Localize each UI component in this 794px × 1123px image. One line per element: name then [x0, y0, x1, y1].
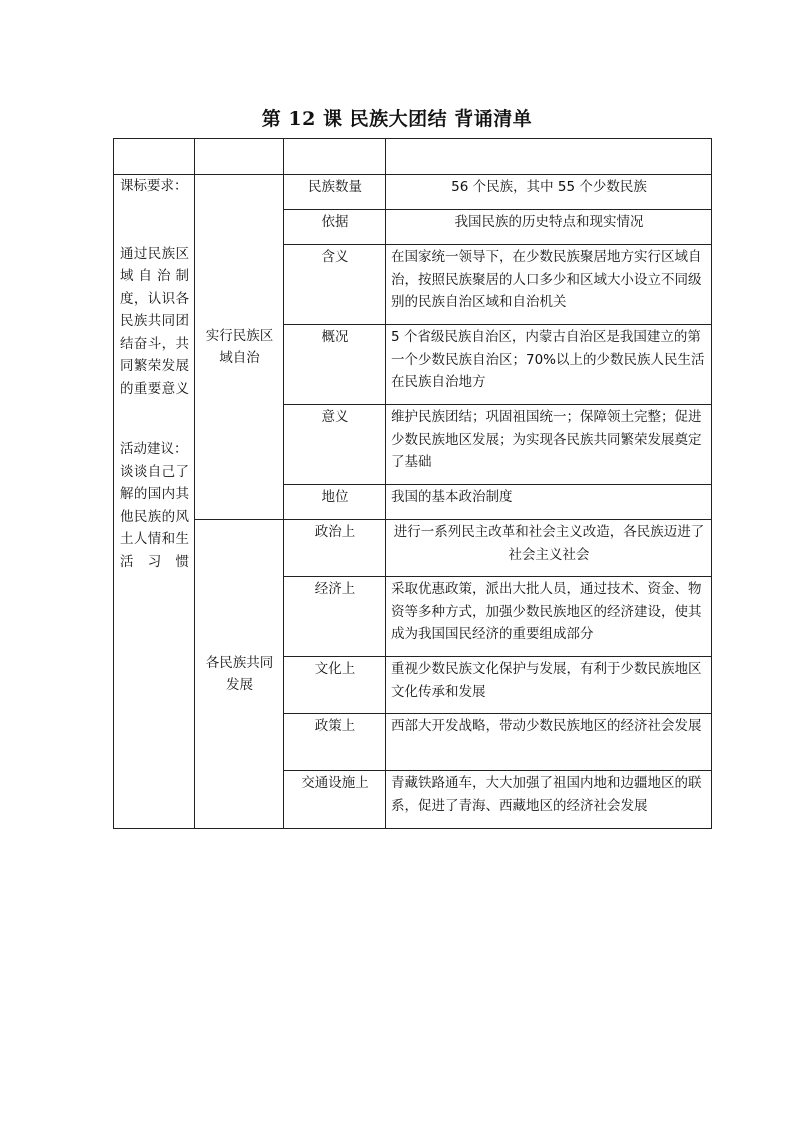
content-cell: 进行一系列民主改革和社会主义改造，各民族迈进了社会主义社会: [386, 520, 712, 577]
study-table: [113, 138, 712, 829]
content-cell: 5 个省级民族自治区，内蒙古自治区是我国建立的第一个少数民族自治区；70%以上的少数民族人民生活在民族自治地方: [386, 325, 712, 405]
content-cell: 56 个民族，其中 55 个少数民族: [386, 175, 712, 210]
empty-header-cell: [114, 139, 195, 175]
content-cell: 我国民族的历史特点和现实情况: [386, 210, 712, 245]
aspect-cell: 含义: [284, 245, 386, 325]
aspect-cell: 依据: [284, 210, 386, 245]
table-row: [114, 175, 712, 210]
document-title: 第 12 课 民族大团结 背诵清单: [261, 108, 533, 130]
empty-header-cell: [386, 139, 712, 175]
aspect-cell: 概况: [284, 325, 386, 405]
aspect-cell: 民族数量: [284, 175, 386, 210]
content-cell: 维护民族团结；巩固祖国统一；保障领土完整；促进少数民族地区发展；为实现各民族共同繁荣发展奠定了基础: [386, 405, 712, 485]
aspect-cell: 政治上: [284, 520, 386, 577]
aspect-cell: 地位: [284, 485, 386, 520]
aspect-cell: 政策上: [284, 714, 386, 771]
content-cell: 重视少数民族文化保护与发展，有利于少数民族地区文化传承和发展: [386, 657, 712, 714]
aspect-cell: 经济上: [284, 577, 386, 657]
curriculum-label: 课标要求：: [120, 178, 188, 194]
content-cell: 青藏铁路通车，大大加强了祖国内地和边疆地区的联系，促进了青海、西藏地区的经济社会发展: [386, 771, 712, 829]
requirements-cell: [114, 175, 195, 829]
activity-label: 活动建议：: [120, 441, 188, 457]
table-row: [114, 520, 712, 577]
aspect-cell: 交通设施上: [284, 771, 386, 829]
curriculum-text: 通过民族区域自治制度，认识各民族共同团结奋斗，共同繁荣发展的重要意义: [120, 245, 189, 397]
empty-header-cell: [284, 139, 386, 175]
content-cell: 采取优惠政策，派出大批人员，通过技术、资金、物资等多种方式，加强少数民族地区的经济建设，使其成为我国国民经济的重要组成部分: [386, 577, 712, 657]
header-row: [114, 139, 712, 175]
content-cell: 西部大开发战略，带动少数民族地区的经济社会发展: [386, 714, 712, 771]
content-cell: 在国家统一领导下，在少数民族聚居地方实行区域自治，按照民族聚居的人口多少和区域大小设立不同级别的民族自治区域和自治机关: [386, 245, 712, 325]
activity-text: 谈谈自己了解的国内其他民族的风土人情和生活习惯: [120, 463, 189, 570]
section-label-autonomy: 实行民族区域自治: [195, 175, 284, 520]
content-cell: 我国的基本政治制度: [386, 485, 712, 520]
empty-header-cell: [195, 139, 284, 175]
section-label-development: 各民族共同发展: [195, 520, 284, 829]
aspect-cell: 文化上: [284, 657, 386, 714]
aspect-cell: 意义: [284, 405, 386, 485]
